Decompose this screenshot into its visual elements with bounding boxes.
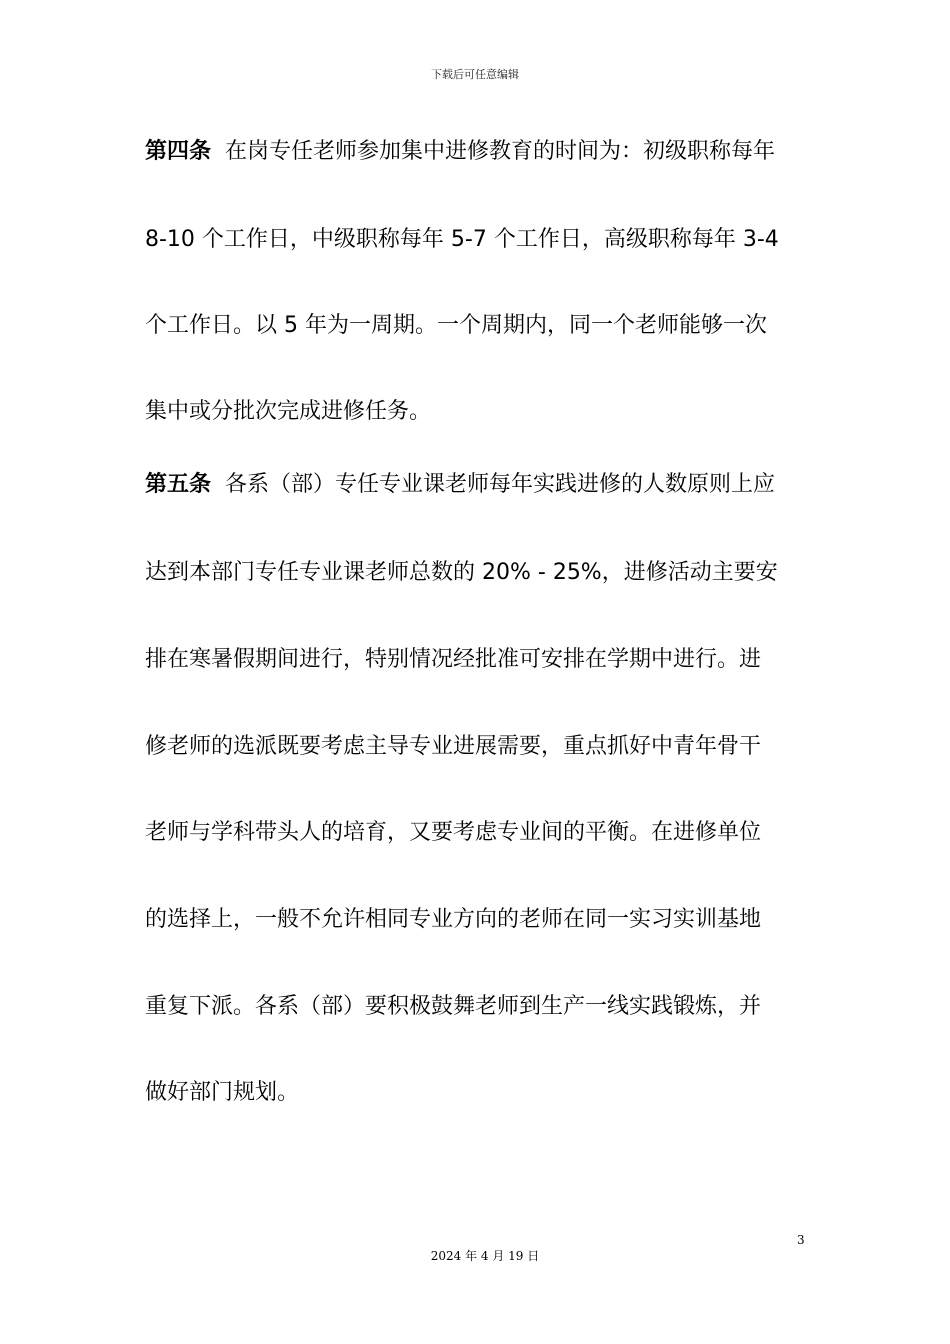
article-5-line-1 — [145, 470, 775, 500]
article-5-title: 第五条 — [145, 472, 212, 497]
article-5-line-8: 做好部门规划。 — [145, 1080, 300, 1105]
article-5-line-5: 老师与学科带头人的培育，又要考虑专业间的平衡。在进修单位 — [145, 820, 762, 845]
article-4-line-3: 个工作日。以 5 年为一周期。一个周期内，同一个老师能够一次 — [145, 313, 767, 338]
article-5-line-7: 重复下派。各系（部）要积极鼓舞老师到生产一线实践锻炼，并 — [145, 994, 762, 1019]
article-5-line-3: 排在寒暑假期间进行，特别情况经批准可安排在学期中进行。进 — [145, 647, 762, 672]
page-number: 3 — [797, 1233, 805, 1247]
article-4-line-2: 8-10 个工作日，中级职称每年 5-7 个工作日，高级职称每年 3-4 — [145, 227, 779, 252]
article-4-line-4: 集中或分批次完成进修任务。 — [145, 399, 432, 424]
article-5-line-6: 的选择上，一般不允许相同专业方向的老师在同一实习实训基地 — [145, 907, 762, 932]
footer-date: 2024 年 4 月 19 日 — [430, 1249, 540, 1263]
article-5-text: 各系（部）专任专业课老师每年实践进修的人数原则上应 — [225, 472, 776, 497]
page-header: 下载后可任意编辑 — [431, 68, 519, 81]
article-5-line-4: 修老师的选派既要考虑主导专业进展需要，重点抓好中青年骨干 — [145, 734, 762, 759]
article-5-line-2: 达到本部门专任专业课老师总数的 20% - 25%，进修活动主要安 — [145, 560, 778, 585]
article-4-text: 在岗专任老师参加集中进修教育的时间为：初级职称每年 — [225, 139, 776, 164]
article-4-line-1 — [145, 137, 775, 167]
article-4-title: 第四条 — [145, 139, 212, 164]
